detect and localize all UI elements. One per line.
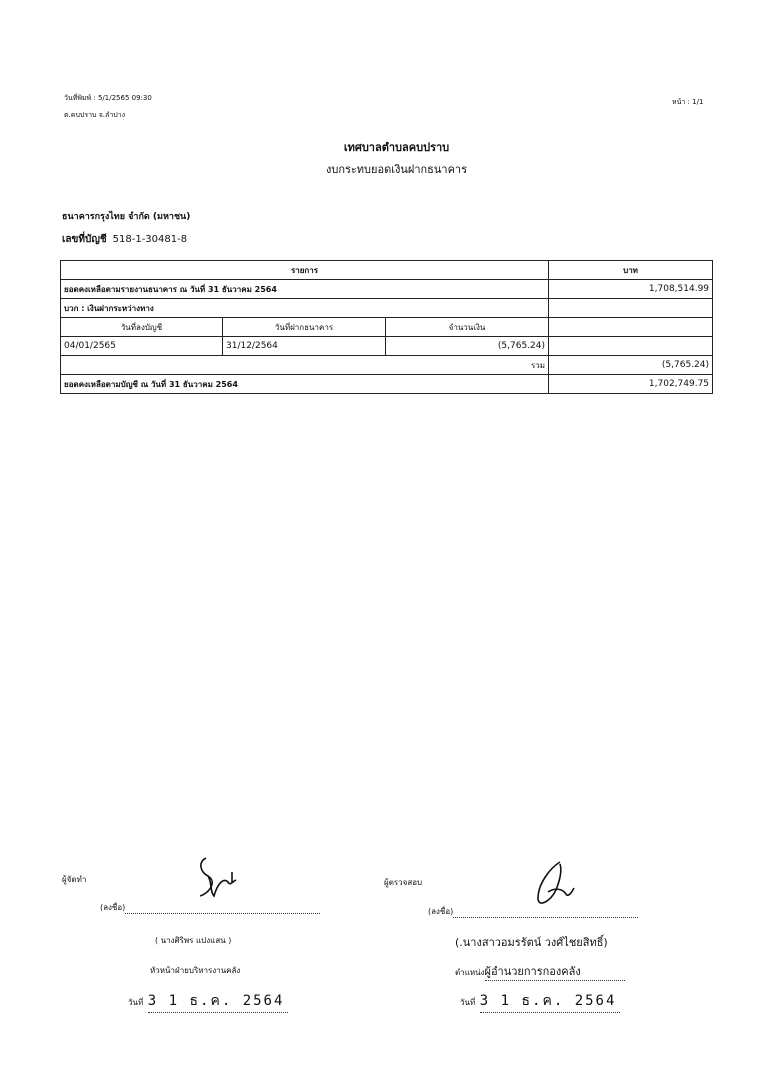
account-number: 518-1-30481-8 (112, 234, 188, 245)
preparer-date-value: 3 1 ธ.ค. 2564 (148, 990, 288, 1013)
less-row (61, 299, 713, 318)
preparer-date-line (128, 990, 288, 1013)
reviewer-position-line (455, 962, 625, 981)
reviewer-role: ผู้ตรวจสอบ (384, 878, 423, 887)
preparer-signature-icon (188, 852, 248, 902)
reviewer-name: (.นางสาวอมรรัตน์ วงศ์ไชยสิทธิ์) (455, 936, 608, 949)
book-balance-label: ยอดคงเหลือตามบัญชี ณ วันที่ 31 ธันวาคม 2564 (61, 375, 549, 394)
document-title: เทศบาลตำบลคบปราบ (343, 141, 450, 154)
book-balance-value: 1,702,749.75 (549, 375, 713, 394)
reviewer-sign-label: (ลงชื่อ) (428, 907, 454, 916)
sub-header-row (61, 318, 713, 337)
reviewer-date-line (460, 990, 620, 1013)
total-value: (5,765.24) (549, 356, 713, 375)
reviewer-date-label: วันที่ (460, 998, 476, 1007)
preparer-position: หัวหน้าฝ่ายบริหารงานคลัง (150, 966, 241, 975)
table-header-row (61, 261, 713, 280)
reviewer-position: ผู้อำนวยการกองคลัง (485, 962, 625, 981)
account-line (62, 232, 187, 247)
bank-balance-row (61, 280, 713, 299)
book-balance-row (61, 375, 713, 394)
account-label: เลขที่บัญชี (62, 234, 107, 245)
header-baht: บาท (549, 261, 713, 280)
reviewer-sign-line (428, 905, 638, 918)
bank-balance-label: ยอดคงเหลือตามรายงานธนาคาร ณ วันที่ 31 ธันวาคม 2564 (61, 280, 549, 299)
preparer-role: ผู้จัดทำ (62, 875, 87, 884)
header-items: รายการ (61, 261, 549, 280)
reviewer-position-label: ตำแหน่ง (455, 968, 485, 977)
total-label: รวม (61, 356, 549, 375)
preparer-name: ( นางศิริพร แปงแสน ) (155, 936, 232, 945)
row-amount: (5,765.24) (386, 337, 549, 356)
reconciliation-table (60, 260, 713, 394)
row-deposit-date: 31/12/2564 (223, 337, 386, 356)
preparer-sign-label: (ลงชื่อ) (100, 903, 126, 912)
bank-balance-value: 1,708,514.99 (549, 280, 713, 299)
subheader-deposit-date: วันที่ฝากธนาคาร (223, 318, 386, 337)
preparer-sign-line (100, 901, 320, 914)
print-date: วันที่พิมพ์ : 5/1/2565 09:30 (64, 94, 152, 102)
bank-name: ธนาคารกรุงไทย จำกัด (มหาชน) (62, 212, 191, 222)
office-location: ต.คบปราบ จ.ลำปาง (64, 111, 126, 119)
less-label: บวก : เงินฝากระหว่างทาง (61, 299, 549, 318)
preparer-date-label: วันที่ (128, 998, 144, 1007)
document-subtitle: งบกระทบยอดเงินฝากธนาคาร (325, 163, 468, 176)
subheader-amount: จำนวนเงิน (386, 318, 549, 337)
reviewer-date-value: 3 1 ธ.ค. 2564 (480, 990, 620, 1013)
table-row (61, 337, 713, 356)
subheader-book-date: วันที่ลงบัญชี (61, 318, 223, 337)
row-book-date: 04/01/2565 (61, 337, 223, 356)
total-row (61, 356, 713, 375)
page-number: หน้า : 1/1 (672, 98, 704, 106)
